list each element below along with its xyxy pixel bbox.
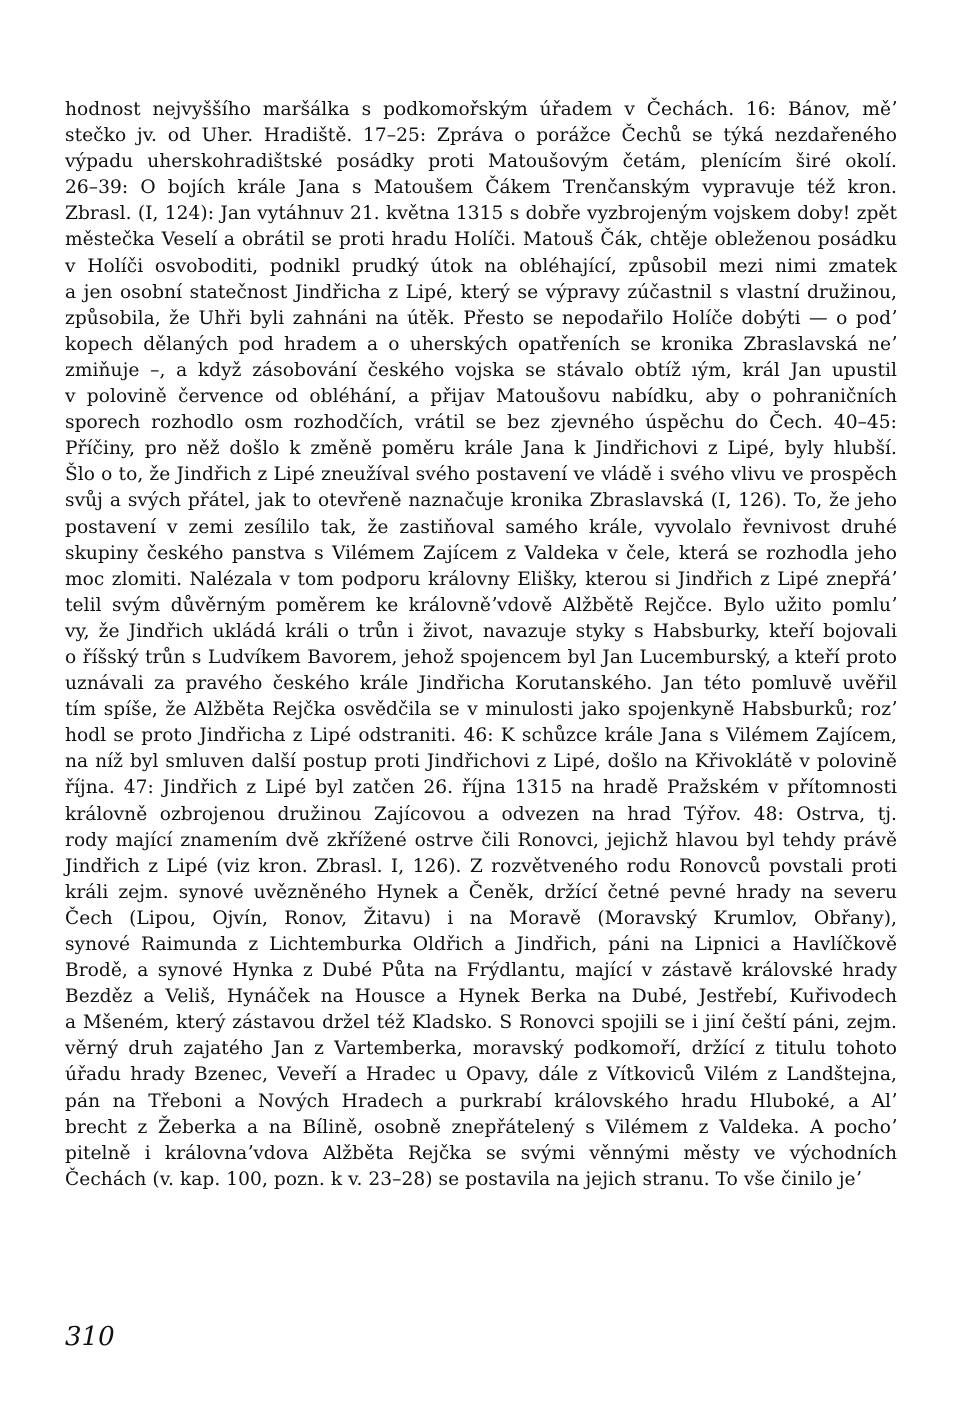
text-line: hodnost nejvyššího maršálka s podkomořským úřadem v Čechách. 16: Bánov, měʼ	[65, 99, 897, 120]
text-line: stečko jv. od Uher. Hradiště. 17–25: Zpráva o porážce Čechů se týká nezdařeného	[65, 125, 897, 147]
text-line: věrný druh zajatého Jan z Vartemberka, moravský podkomoří, držící z titulu tohoto	[65, 1038, 897, 1060]
text-line: moc zlomiti. Nalézala v tom podporu královny Elišky, kterou si Jindřich z Lipé znepřáʼ	[65, 568, 897, 590]
text-line: brecht z Žeberka a na Bílině, osobně znepřátelený s Vilémem z Valdeka. A pochoʼ	[65, 1116, 897, 1138]
text-line: Jindřich z Lipé (viz kron. Zbrasl. I, 126). Z rozvětveného rodu Ronovců povstali proti	[65, 855, 897, 877]
text-line: tím spíše, že Alžběta Rejčka osvědčila se v minulosti jako spojenkyně Habsburků; rozʼ	[65, 699, 897, 721]
text-line: Příčiny, pro něž došlo k změně poměru krále Jana k Jindřichovi z Lipé, byly hlubší.	[65, 438, 897, 460]
text-line: Bezděz a Veliš, Hynáček na Housce a Hynek Berka na Dubé, Jestřebí, Kuřivodech	[65, 986, 897, 1008]
text-line: na níž byl smluven další postup proti Jindřichovi z Lipé, došlo na Křivoklátě v polovině	[65, 751, 897, 773]
page-number: 310	[65, 1322, 115, 1352]
text-line: vy, že Jindřich ukládá králi o trůn i život, navazuje styky s Habsburky, kteří bojovali	[65, 620, 897, 642]
text-line: pitelně i královnaʼvdova Alžběta Rejčka se svými věnnými městy ve východních	[65, 1142, 897, 1164]
text-line: postavení v zemi zesílilo tak, že zastiňoval samého krále, vyvolalo řevnivost druhé	[65, 516, 897, 538]
text-line: a jen osobní statečnost Jindřicha z Lipé, který se výpravy zúčastnil s vlastní družinou,	[65, 281, 897, 303]
text-line: zmiňuje –, a když zásobování českého vojska se stávalo obtíž ıým, král Jan upustil	[65, 359, 897, 381]
text-line: kopech dělaných pod hradem a o uherských opatřeních se kronika Zbraslavská neʼ	[65, 333, 897, 355]
text-line: rody mající znamením dvě zkřížené ostrve čili Ronovci, jejichž hlavou byl tehdy právě	[65, 829, 897, 851]
text-line: synové Raimunda z Lichtemburka Oldřich a Jindřich, páni na Lipnici a Havlíčkově	[65, 934, 897, 955]
text-line: hodl se proto Jindřicha z Lipé odstraniti. 46: K schůzce krále Jana s Vilémem Zajícem,	[65, 725, 897, 747]
text-line: Čech (Lipou, Ojvín, Ronov, Žitavu) i na Moravě (Moravský Krumlov, Obřany),	[65, 907, 897, 929]
text-line: sporech rozhodlo osm rozhodčích, vrátil se bez zjevného úspěchu do Čech. 40–45:	[65, 412, 897, 434]
text-line: královně ozbrojenou družinou Zajícovou a odvezen na hrad Týřov. 48: Ostrva, tj.	[65, 803, 897, 825]
text-line: králi zejm. synové uvězněného Hynek a Čeněk, držící četné pevné hrady na severu	[65, 881, 897, 903]
text-line: úřadu hrady Bzenec, Veveří a Hradec u Opavy, dále z Vítkoviců Vilém z Landštejna,	[65, 1064, 897, 1086]
text-line: Čechách (v. kap. 100, pozn. k v. 23–28) se postavila na jejich stranu. To vše činilo jeʼ	[65, 1168, 862, 1190]
text-line: skupiny českého panstva s Vilémem Zajícem z Valdeka v čele, která se rozhodla jeho	[65, 542, 897, 564]
text-line: a Mšeném, který zástavou držel též Kladsko. S Ronovci spojili se i jiní čeští páni, zejm.	[65, 1012, 897, 1034]
text-line: Zbrasl. (I, 124): Jan vytáhnuv 21. května 1315 s dobře vyzbrojeným vojskem doby! zpět	[65, 203, 897, 225]
text-line: svůj a svých přátel, jak to otevřeně naznačuje kronika Zbraslavská (I, 126). To, že jeho	[65, 490, 897, 512]
text-line: telil svým důvěrným poměrem ke královněʼvdově Alžbětě Rejčce. Bylo užito pomluʼ	[65, 594, 897, 616]
text-line: Brodě, a synové Hynka z Dubé Půta na Frýdlantu, mající v zástavě královské hrady	[65, 960, 897, 982]
text-line: uznávali za pravého českého krále Jindřicha Korutanského. Jan této pomluvě uvěřil	[65, 673, 897, 695]
text-line: pán na Třeboni a Nových Hradech a purkrabí královského hradu Hluboké, a Alʼ	[65, 1090, 897, 1112]
text-line: Šlo o to, že Jindřich z Lipé zneužíval svého postavení ve vládě i svého vlivu ve prospěch	[65, 464, 897, 486]
text-line: října. 47: Jindřich z Lipé byl zatčen 26. října 1315 na hradě Pražském v přítomnosti	[65, 777, 897, 799]
text-line: v polovině července od obléhání, a přijav Matoušovu nabídku, aby o pohraničních	[65, 386, 897, 408]
text-line: 26–39: O bojích krále Jana s Matoušem Čákem Trenčanským vypravuje též kron.	[65, 177, 897, 199]
text-line: způsobila, že Uhři byli zahnáni na útěk. Přesto se nepodařilo Holíče dobýti — o podʼ	[65, 307, 897, 329]
text-line: v Holíči osvoboditi, podnikl prudký útok na obléhající, způsobil mezi nimi zmatek	[65, 255, 897, 277]
text-line: městečka Veselí a obrátil se proti hradu Holíči. Matouš Čák, chtěje obleženou posádku	[65, 229, 897, 251]
text-line: výpadu uherskohradištské posádky proti Matoušovým četám, plenícím širé okolí.	[65, 151, 897, 173]
document-body	[65, 97, 897, 1193]
text-line: o říšský trůn s Ludvíkem Bavorem, jehož spojencem byl Jan Lucemburský, a kteří proto	[65, 646, 897, 668]
